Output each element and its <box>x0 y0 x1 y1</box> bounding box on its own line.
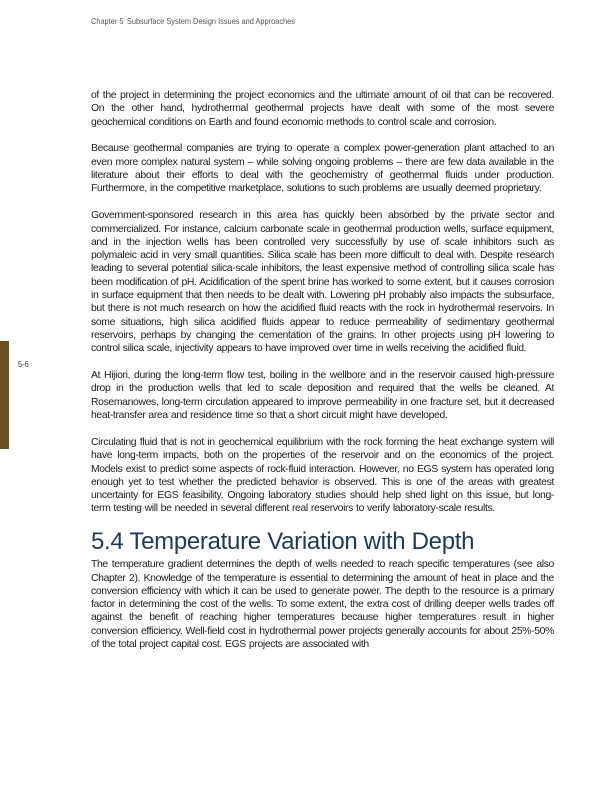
chapter-title: Subsurface System Design Issues and Approaches <box>126 16 295 26</box>
section-heading: 5.4 Temperature Variation with Depth <box>91 528 475 556</box>
paragraph-government-research: Government-sponsored research in this area has quickly been absorbed by the private sector and commercialized. For instance, calcium carbonate scale in geothermal production wells, surface equipment, and in the injection wells has been controlled very successfully by use of scale inhibitors such as polymaleic acid in very small quantities. Silica scale has been more difficult to deal with. Despite research leading to several potential silica-scale inhibitors, the least expensive method of controlling silica scale has been modification of pH. Acidification of the spent brine has worked to some extent, but it causes corrosion in surface equipment that then needs to be dealt with. Lowering pH probably also impacts the subsurface, but there is not much research on how the acidified fluid reacts with the rock in hydrothermal reservoirs. In some situations, high silica acidified fluids appear to reduce permeability of sedimentary geothermal reservoirs, perhaps by changing the cementation of the grains. In other projects using pH lowering to control silica scale, injectivity appears to have improved over time in wells receiving the acidified fluid. <box>91 210 554 355</box>
body-column <box>91 89 554 665</box>
paragraph-continued: of the project in determining the project economics and the ultimate amount of oil that can be recovered. On the other hand, hydrothermal geothermal projects have dealt with some of the most severe geochemical conditions on Earth and found economic methods to control scale and corrosion. <box>91 90 554 128</box>
page-number: 5-6 <box>18 359 29 369</box>
running-header <box>91 16 295 26</box>
paragraph-geothermal-companies: Because geothermal companies are trying to operate a complex power-generation plant attached to an even more complex natural system – while solving ongoing problems – there are few data available in the literature about their efforts to deal with the geochemistry of geothermal fluids under production. Furthermore, in the competitive marketplace, solutions to such problems are usually deemed proprietary. <box>91 143 554 195</box>
paragraph-circulating-fluid: Circulating fluid that is not in geochemical equilibrium with the rock forming the heat exchange system will have long-term impacts, both on the properties of the reservoir and on the economics of the project. Models exist to predict some aspects of rock-fluid interaction. However, no EGS system has operated long enough yet to test whether the predicted behavior is observed. This is one of the areas with greatest uncertainty for EGS feasibility. Ongoing laboratory studies should help shed light on this issue, but long-term testing will be needed in several different real reservoirs to verify laboratory-scale results. <box>91 436 554 515</box>
paragraph-hijiori-rosemanowes: At Hijiori, during the long-term flow test, boiling in the wellbore and in the reservoir caused high-pressure drop in the production wells that led to scale deposition and required that the wells be cleaned. At Rosemanowes, long-term circulation appeared to improve permeability in one fracture set, but it decreased heat-transfer area and residence time so that a short circuit might have developed. <box>91 370 554 422</box>
margin-color-bar <box>0 341 9 449</box>
paragraph-temperature-gradient: The temperature gradient determines the depth of wells needed to reach specific temperatures (see also Chapter 2). Knowledge of the temperature is essential to determining the amount of heat in place and the conversion efficiency with which it can be used to generate power. The depth to the resource is a primary factor in determining the cost of the wells. To some extent, the extra cost of drilling deeper wells trades off against the benefit of reaching higher temperatures because higher temperatures result in higher conversion efficiency. Well-field cost in hydrothermal power projects generally accounts for about 25%-50% of the total project capital cost. EGS projects are associated with <box>91 559 554 651</box>
chapter-label: Chapter 5 <box>91 16 124 26</box>
